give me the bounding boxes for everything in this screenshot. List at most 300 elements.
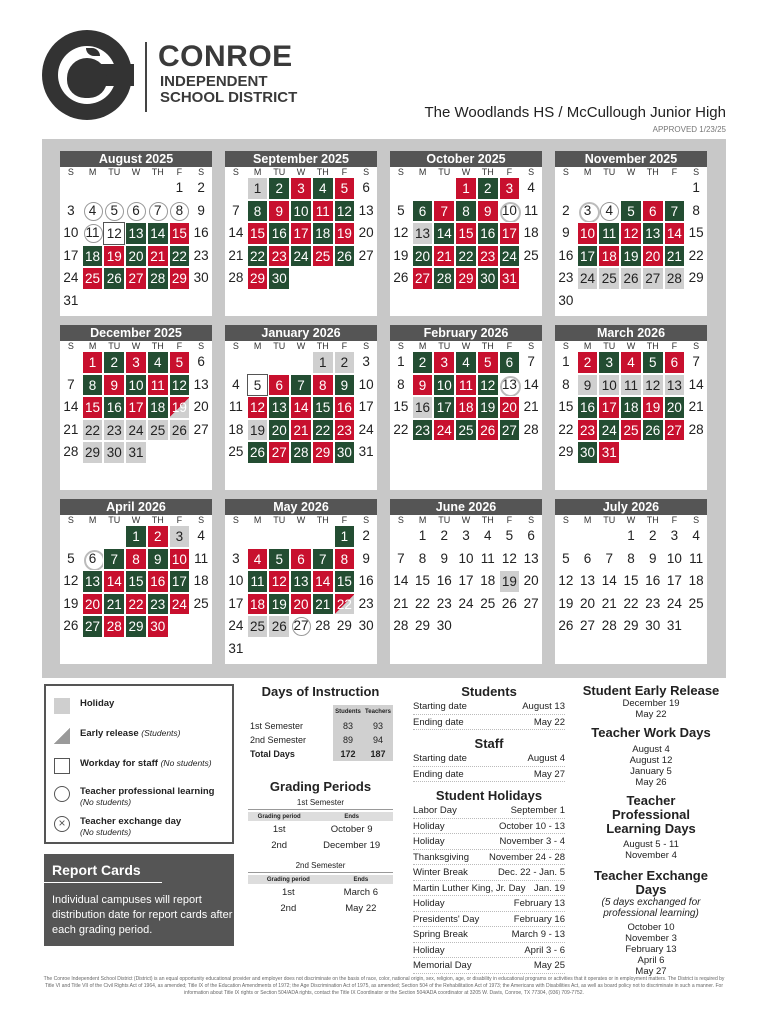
weekday-label: M (253, 167, 262, 177)
empty-day (147, 177, 169, 200)
calendar-day: 12 (63, 573, 79, 588)
day-grid (225, 525, 377, 660)
calendar-day: 19 (558, 595, 574, 611)
list-item (413, 834, 565, 850)
calendar-day: 15 (688, 225, 704, 240)
legend-holiday-label: Holiday (80, 698, 115, 709)
calendar-day: 7 (103, 548, 125, 571)
calendar-day: 9 (268, 200, 290, 223)
calendar-day: 19 (642, 396, 664, 419)
weekday-label: S (562, 341, 569, 351)
calendar-day: 11 (194, 550, 209, 566)
calendar-day: 7 (290, 374, 312, 397)
calendar-day: 25 (312, 245, 334, 268)
calendar-day: 8 (312, 374, 334, 397)
weekday-label: F (176, 341, 183, 351)
calendar-day: 17 (228, 595, 244, 611)
item-value: February 16 (513, 913, 565, 925)
calendar-day: 9 (362, 550, 370, 566)
calendar-day: 7 (605, 550, 614, 566)
empty-day (620, 177, 642, 200)
calendar-day: 25 (193, 595, 209, 611)
district-subtitle (160, 74, 297, 106)
legend-workday-label: Workday for staff (80, 758, 158, 769)
calendar-day: 24 (499, 245, 521, 268)
item-label: Holiday (413, 820, 445, 832)
item-value: September 1 (510, 805, 565, 816)
list-item (413, 958, 565, 974)
calendar-day: 27 (82, 615, 104, 638)
month-calendar (555, 151, 707, 316)
calendar-day: 25 (82, 267, 104, 290)
calendar-day: 6 (197, 354, 205, 369)
calendar-day: 2 (197, 180, 205, 195)
calendar-day: 12 (169, 374, 191, 397)
calendar-day: 22 (455, 245, 477, 268)
calendar-day: 8 (247, 200, 269, 223)
calendar-day: 10 (433, 374, 455, 397)
calendar-day: 19 (169, 396, 191, 419)
calendar-day: 8 (562, 376, 570, 392)
calendar-day: 2 (562, 202, 570, 218)
calendar-day: 31 (125, 441, 147, 464)
month-calendar (555, 499, 707, 664)
calendar-day: 28 (601, 618, 617, 633)
month-title: June 2026 (390, 499, 542, 515)
box-swatch-icon (54, 758, 70, 774)
calendar-day: 28 (103, 615, 125, 638)
calendar-day: 12 (477, 374, 499, 397)
calendar-day: 24 (169, 593, 191, 616)
calendar-day: 10 (499, 200, 521, 223)
table-row (248, 733, 393, 747)
calendar-day: 4 (232, 376, 240, 392)
calendar-day: 18 (598, 245, 620, 268)
legend-tpl-label: Teacher professional learning (80, 786, 215, 797)
calendar-day: 7 (312, 548, 334, 571)
weekday-label: S (397, 167, 404, 177)
empty-day (390, 177, 412, 200)
calendar-day: 4 (197, 528, 205, 543)
weekday-label: TH (646, 341, 659, 351)
gp-ends: May 22 (345, 902, 377, 914)
weekday-header (60, 515, 212, 525)
calendar-day: 22 (169, 245, 191, 268)
weekday-label: F (671, 341, 678, 351)
calendar-day: 27 (358, 247, 374, 263)
calendar-day: 29 (336, 618, 352, 633)
day-grid (555, 525, 707, 638)
list-item (413, 819, 565, 835)
calendar-day: 15 (393, 399, 409, 414)
weekday-label: S (232, 515, 239, 525)
calendar-day: 18 (193, 573, 209, 588)
item-label: Presidents' Day (413, 913, 480, 925)
calendar-day: 3 (499, 177, 521, 200)
approved-date: APPROVED 1/23/25 (652, 125, 726, 134)
legend-tpl (54, 786, 214, 808)
month-calendar (555, 325, 707, 490)
weekday-label: S (363, 167, 370, 177)
item-label: Holiday (413, 898, 445, 909)
calendar-day: 3 (577, 200, 599, 223)
calendar-day: 24 (666, 595, 682, 611)
calendar-day: 15 (169, 222, 191, 245)
weekday-label: W (131, 341, 141, 351)
calendar-day: 4 (620, 351, 642, 374)
calendar-day: 2 (268, 177, 290, 200)
day-grid (555, 351, 707, 464)
empty-day (60, 525, 82, 548)
early-release-date: December 19 (622, 698, 680, 709)
calendar-day: 21 (290, 419, 312, 442)
weekday-header (390, 515, 542, 525)
calendar-day: 9 (103, 374, 125, 397)
calendar-day: 5 (247, 374, 269, 397)
calendar-day: 16 (645, 573, 661, 588)
calendar-day: 12 (103, 222, 125, 245)
weekday-label: S (528, 167, 535, 177)
day-grid (60, 177, 212, 312)
calendar-day: 15 (623, 573, 639, 588)
empty-day (433, 177, 455, 200)
item-value: November 3 - 4 (499, 836, 565, 847)
calendar-day: 1 (692, 180, 700, 195)
calendar-day: 28 (147, 267, 169, 290)
weekday-label: S (198, 341, 205, 351)
calendar-day: 17 (577, 245, 599, 268)
calendar-day: 17 (666, 573, 682, 588)
calendar-day: 20 (523, 573, 539, 588)
calendar-day: 9 (648, 550, 657, 566)
item-value: May 25 (533, 960, 565, 971)
calendar-day: 11 (598, 222, 620, 245)
month-title: July 2026 (555, 499, 707, 515)
calendar-day: 22 (623, 595, 639, 611)
calendar-day: 29 (82, 441, 104, 464)
student_holidays-title: Student Holidays (435, 788, 543, 803)
calendar-day: 10 (666, 550, 682, 566)
calendar-day: 29 (688, 270, 704, 285)
calendar-day: 17 (125, 396, 147, 419)
dates-column (413, 684, 565, 974)
calendar-day: 23 (577, 419, 599, 442)
weekday-label: S (528, 341, 535, 351)
calendar-day: 28 (315, 618, 331, 633)
calendar-day: 22 (688, 247, 704, 263)
grading-title: Grading Periods (269, 779, 372, 794)
calendar-day: 23 (558, 270, 574, 285)
calendar-day: 12 (334, 200, 356, 223)
calendar-day: 19 (393, 247, 409, 263)
calendar-day: 23 (147, 593, 169, 616)
work-day-date: August 4 (632, 744, 670, 755)
calendar-day: 16 (334, 396, 356, 419)
weekday-label: TU (438, 515, 451, 525)
calendar-day: 24 (358, 421, 374, 437)
work-day-date: August 12 (629, 755, 673, 766)
calendar-day: 5 (268, 548, 290, 571)
calendar-day: 3 (125, 351, 147, 374)
weekday-label: M (583, 167, 592, 177)
special-days-column (576, 684, 726, 977)
calendar-day: 25 (598, 267, 620, 290)
calendar-day: 6 (412, 200, 434, 223)
calendar-day: 12 (501, 550, 517, 566)
calendar-day: 9 (412, 374, 434, 397)
calendar-day: 14 (147, 222, 169, 245)
calendar-day: 3 (362, 354, 370, 369)
gp-col-period: Grading period (248, 875, 329, 884)
calendar-day: 10 (358, 376, 374, 392)
empty-day (268, 351, 290, 374)
calendar-day: 18 (82, 245, 104, 268)
calendar-day: 30 (193, 270, 209, 285)
month-calendar (225, 325, 377, 490)
calendar-day: 16 (193, 225, 209, 240)
calendar-day: 5 (334, 177, 356, 200)
calendar-day: 11 (480, 550, 495, 566)
day-grid (390, 351, 542, 441)
calendar-day: 14 (393, 573, 409, 588)
month-calendar (225, 151, 377, 316)
calendar-day: 6 (664, 351, 686, 374)
weekday-label: M (418, 341, 427, 351)
calendar-day: 18 (228, 421, 244, 437)
list-item (413, 865, 565, 881)
calendar-day: 17 (63, 247, 79, 263)
calendar-day: 23 (477, 245, 499, 268)
district-sub-2: SCHOOL DISTRICT (160, 89, 298, 106)
calendar-day: 11 (247, 570, 269, 593)
calendar-day: 9 (440, 550, 449, 566)
calendar-day: 27 (642, 267, 664, 290)
doi-label: 2nd Semester (250, 735, 307, 745)
calendar-day: 28 (228, 270, 244, 285)
table-row (248, 900, 393, 916)
calendar-day: 11 (82, 222, 104, 245)
weekday-label: F (176, 167, 183, 177)
legend (44, 684, 234, 844)
item-value: May 27 (533, 768, 565, 780)
calendar-day: 4 (455, 351, 477, 374)
doi-students: 172 (333, 747, 363, 761)
calendar-day: 25 (523, 247, 539, 263)
calendar-day: 23 (334, 419, 356, 442)
item-value: Jan. 19 (533, 882, 565, 894)
item-label: Starting date (413, 753, 467, 764)
calendar-day: 8 (334, 548, 356, 571)
empty-day (247, 525, 269, 548)
calendar-day: 25 (247, 615, 269, 638)
calendar-day: 22 (393, 421, 409, 437)
calendar-day: 7 (527, 354, 535, 369)
calendar-day: 17 (598, 396, 620, 419)
calendar-day: 18 (620, 396, 642, 419)
weekday-label: S (67, 515, 74, 525)
calendar-day: 4 (147, 351, 169, 374)
calendar-day: 31 (666, 618, 682, 633)
calendar-day: 1 (175, 180, 184, 195)
calendar-day: 31 (63, 292, 79, 308)
calendar-day: 13 (642, 222, 664, 245)
list-item (413, 943, 565, 959)
list-item (413, 896, 565, 912)
calendar-day: 13 (523, 550, 539, 566)
staff-title: Staff (474, 736, 504, 751)
report-cards-box (44, 854, 234, 946)
calendar-day: 27 (268, 441, 290, 464)
calendar-day: 31 (499, 267, 521, 290)
weekday-label: S (198, 167, 205, 177)
weekday-label: F (341, 341, 348, 351)
calendar-day: 29 (125, 615, 147, 638)
weekday-label: S (562, 515, 569, 525)
calendar-day: 5 (642, 351, 664, 374)
weekday-label: S (363, 515, 370, 525)
calendar-day: 23 (193, 247, 209, 263)
calendar-day: 3 (290, 177, 312, 200)
empty-day (290, 525, 312, 548)
calendar-day: 13 (580, 573, 596, 588)
calendar-day: 1 (82, 351, 104, 374)
gp-period: 2nd (280, 902, 297, 914)
calendar-day: 8 (627, 550, 635, 566)
weekday-label: M (88, 341, 97, 351)
calendar-day: 28 (664, 267, 686, 290)
table-row (248, 821, 393, 837)
calendar-day: 8 (82, 374, 104, 397)
calendar-day: 2 (477, 177, 499, 200)
exchange-date: October 10 (627, 922, 675, 933)
calendar-day: 2 (334, 351, 356, 374)
empty-day (664, 177, 686, 200)
weekday-label: M (418, 167, 427, 177)
legend-exchange-sub: (No students) (80, 827, 132, 837)
calendar-day: 20 (82, 593, 104, 616)
calendar-day: 30 (558, 292, 574, 308)
calendar-day: 7 (147, 200, 169, 223)
weekday-header (60, 167, 212, 177)
calendar-day: 30 (268, 267, 290, 290)
weekday-label: S (67, 167, 74, 177)
item-value: April 3 - 6 (524, 944, 565, 956)
calendar-day: 10 (458, 550, 474, 566)
calendar-day: 11 (689, 550, 704, 566)
calendar-day: 16 (268, 222, 290, 245)
footer-disclaimer: The Conroe Independent School District (District) is an equal opportunity educational provider and employer does not discriminate on the basis of race, color, national origin, sex, religion, age, or disability in educational programs or activities that it operates or in employment matters. The District is required by Title VI and Title VII of the Civil Rights Act of 1964, as amended; Title IX of the Education Amendments of 1972; the Age Discrimination Act of 1975, as amended; Section 504 of the Rehabilitation Act of 1973; the Americans with Disabilities Act, as well as board policy not to discriminate in such a manner. For information about Title IX rights or Section 504/ADA rights, contact the Title IX Coordinator or the Section 504/ADA coordinator at 3205 W. Davis, Conroe, TX 77304, (936) 709-7752. (43, 976, 725, 996)
calendar-day: 16 (577, 396, 599, 419)
day-grid (225, 351, 377, 464)
empty-day (577, 177, 599, 200)
calendar-day: 7 (433, 200, 455, 223)
doi-label: Total Days (250, 749, 295, 759)
empty-day (60, 351, 82, 374)
calendar-day: 4 (598, 200, 620, 223)
calendar-day: 11 (620, 374, 642, 397)
calendar-day: 1 (334, 525, 356, 548)
triangle-swatch-icon (54, 728, 70, 744)
calendar-day: 1 (397, 354, 405, 369)
legend-exchange-label: Teacher exchange day (80, 816, 182, 827)
calendar-day: 25 (688, 595, 704, 611)
calendar-day: 2 (440, 528, 449, 543)
weekday-header (225, 515, 377, 525)
calendar-day: 6 (82, 548, 104, 571)
calendar-day: 24 (458, 595, 474, 611)
gp-ends: October 9 (330, 823, 373, 835)
calendar-day: 12 (558, 573, 574, 588)
calendar-day: 17 (499, 222, 521, 245)
calendar-day: 4 (312, 177, 334, 200)
calendar-day: 19 (620, 245, 642, 268)
calendar-day: 10 (169, 548, 191, 571)
list-item (413, 751, 565, 767)
calendar-day: 14 (228, 225, 244, 240)
calendar-day: 15 (558, 399, 574, 414)
calendar-day: 31 (598, 441, 620, 464)
empty-day (103, 177, 125, 200)
weekday-label: S (363, 341, 370, 351)
weekday-label: TU (603, 515, 616, 525)
calendar-day: 6 (642, 200, 664, 223)
month-calendar (390, 325, 542, 490)
calendar-day: 8 (125, 548, 147, 571)
calendar-day: 7 (692, 354, 700, 369)
weekday-header (555, 341, 707, 351)
item-value: August 13 (522, 701, 565, 712)
month-title: May 2026 (225, 499, 377, 515)
weekday-label: TU (273, 167, 286, 177)
calendar-day: 3 (67, 202, 75, 218)
calendar-day: 10 (577, 222, 599, 245)
weekday-label: M (583, 341, 592, 351)
calendar-day: 22 (558, 421, 574, 437)
item-label: Ending date (413, 716, 464, 728)
empty-day (555, 525, 577, 548)
calendar-day: 16 (358, 573, 374, 588)
weekday-label: F (671, 167, 678, 177)
calendar-day: 23 (103, 419, 125, 442)
calendar-day: 8 (455, 200, 477, 223)
weekday-header (390, 341, 542, 351)
weekday-label: W (626, 167, 636, 177)
weekday-label: W (131, 515, 141, 525)
calendar-day: 23 (436, 595, 452, 611)
doi-teachers: 187 (363, 747, 393, 761)
calendar-day: 18 (247, 593, 269, 616)
doi-teachers: 93 (363, 719, 393, 733)
doi-students: 89 (333, 733, 363, 747)
item-value: November 24 - 28 (488, 851, 565, 863)
empty-day (577, 525, 599, 548)
calendar-day: 27 (499, 419, 521, 442)
calendar-day: 2 (412, 351, 434, 374)
calendar-day: 22 (312, 419, 334, 442)
calendar-day: 24 (577, 267, 599, 290)
exchange-date: November 3 (625, 933, 677, 944)
empty-day (412, 177, 434, 200)
calendar-day: 1 (562, 354, 570, 369)
calendar-day: 19 (334, 222, 356, 245)
weekday-label: S (693, 341, 700, 351)
circle-swatch-icon (54, 786, 70, 802)
month-title: February 2026 (390, 325, 542, 341)
empty-day (247, 351, 269, 374)
calendar-day: 18 (480, 573, 496, 588)
calendar-day: 27 (580, 618, 596, 633)
legend-early-release-label: Early release (80, 728, 139, 739)
